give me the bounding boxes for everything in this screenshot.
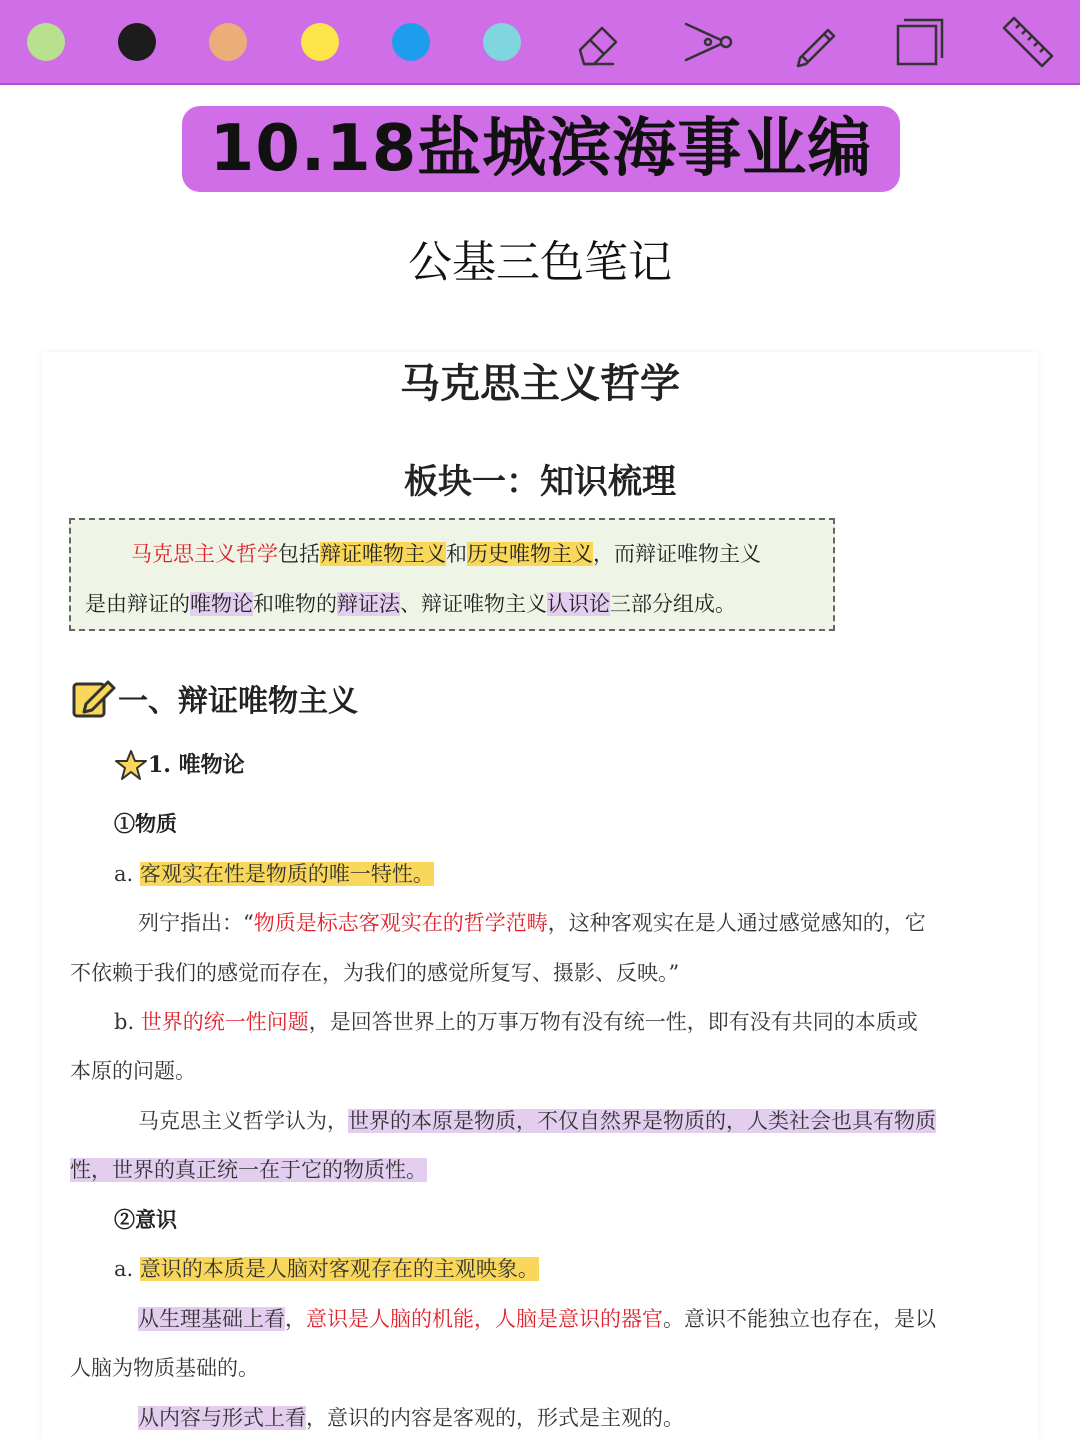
ruler-icon[interactable] xyxy=(1000,14,1056,70)
pencil-icon[interactable] xyxy=(788,14,844,70)
layers-icon[interactable] xyxy=(892,14,948,70)
matter-point-b-line-2: 本原的问题。 xyxy=(70,1059,196,1083)
physiology-line-2: 人脑为物质基础的。 xyxy=(70,1356,259,1380)
subsection-heading: 1. 唯物论 xyxy=(148,752,245,778)
color-green-swatch[interactable] xyxy=(27,23,65,61)
matter-heading: ①物质 xyxy=(114,811,177,836)
marxist-view-line-2 xyxy=(70,1154,427,1184)
highlighted-text: 从生理基础上看 xyxy=(138,1307,285,1331)
matter-point-b-key: 世界的统一性问题 xyxy=(140,1010,309,1034)
page-subtitle: 公基三色笔记 xyxy=(408,237,672,288)
highlighted-text: 世界的本原是物质，不仅自然界是物质的，人类社会也具有物质 xyxy=(348,1109,936,1133)
edit-note-icon xyxy=(70,674,118,722)
color-orange-swatch[interactable] xyxy=(209,23,247,61)
summary-term-dialectical-materialism: 辩证唯物主义 xyxy=(320,542,446,566)
title-banner xyxy=(182,106,900,192)
color-cyan-swatch[interactable] xyxy=(483,23,521,61)
document-heading: 马克思主义哲学 xyxy=(400,360,680,407)
star-icon xyxy=(114,748,148,782)
highlighted-text: 从内容与形式上看 xyxy=(138,1406,306,1430)
matter-point-b-text: ，是回答世界上的万事万物有没有统一性，即有没有共同的本质或 xyxy=(308,1010,918,1034)
summary-text: ，而辩证唯物主义 xyxy=(593,542,761,566)
summary-line-2 xyxy=(85,588,736,618)
matter-point-a-text: 客观实在性是物质的唯一特性。 xyxy=(139,862,434,886)
list-marker: a. xyxy=(114,1257,140,1281)
paragraph-text: 。意识不能独立也存在，是以 xyxy=(663,1307,936,1331)
list-marker: b. xyxy=(114,1010,141,1034)
page-title: 10.18盐城滨海事业编 xyxy=(209,112,873,186)
summary-text: 三部分组成。 xyxy=(610,592,736,616)
lenin-quote-line-1 xyxy=(138,907,926,937)
summary-text: 包括 xyxy=(278,542,320,566)
section-heading: 一、辩证唯物主义 xyxy=(118,684,358,719)
highlighted-text: 性，世界的真正统一在于它的物质性。 xyxy=(70,1158,427,1182)
marxist-view-line-1 xyxy=(138,1105,936,1135)
color-blue-swatch[interactable] xyxy=(392,23,430,61)
summary-line-1 xyxy=(131,538,761,568)
summary-text: 和 xyxy=(446,542,467,566)
matter-point-b xyxy=(114,1006,918,1036)
physiology-line-1 xyxy=(138,1303,936,1333)
color-yellow-swatch[interactable] xyxy=(301,23,339,61)
toolbar xyxy=(0,0,1080,85)
compass-icon[interactable] xyxy=(680,14,736,70)
quote-text: 列宁指出：“ xyxy=(138,911,254,935)
paragraph-text: 马克思主义哲学认为， xyxy=(138,1109,348,1133)
quote-text: ，这种客观实在是人通过感觉感知的，它 xyxy=(547,911,926,935)
summary-text: 、辩证唯物主义 xyxy=(400,592,547,616)
color-black-swatch[interactable] xyxy=(118,23,156,61)
summary-text: 是由辩证的 xyxy=(85,592,190,616)
summary-term-dialectics: 辩证法 xyxy=(337,592,400,616)
matter-point-a xyxy=(114,858,434,888)
summary-text: 和唯物的 xyxy=(253,592,337,616)
key-text: 意识是人脑的机能，人脑是意识的器官 xyxy=(306,1307,663,1331)
summary-term-historical-materialism: 历史唯物主义 xyxy=(467,542,593,566)
consciousness-heading: ②意识 xyxy=(114,1207,177,1232)
eraser-icon[interactable] xyxy=(570,14,626,70)
document-subheading: 板块一：知识梳理 xyxy=(404,462,676,502)
summary-term-marxist-philosophy: 马克思主义哲学 xyxy=(131,542,278,566)
summary-term-materialism: 唯物论 xyxy=(190,592,253,616)
summary-box xyxy=(69,518,835,631)
consciousness-point-a xyxy=(114,1253,539,1283)
content-form-line xyxy=(138,1402,684,1432)
lenin-quote-line-2: 不依赖于我们的感觉而存在，为我们的感觉所复写、摄影、反映。” xyxy=(70,961,680,985)
quote-key-text: 物质是标志客观实在的哲学范畴 xyxy=(253,911,548,935)
consciousness-point-a-text: 意识的本质是人脑对客观存在的主观映象。 xyxy=(139,1257,539,1281)
paragraph-text: ， xyxy=(285,1307,306,1331)
paragraph-text: ，意识的内容是客观的，形式是主观的。 xyxy=(306,1406,684,1430)
summary-term-epistemology: 认识论 xyxy=(547,592,610,616)
list-marker: a. xyxy=(114,862,140,886)
